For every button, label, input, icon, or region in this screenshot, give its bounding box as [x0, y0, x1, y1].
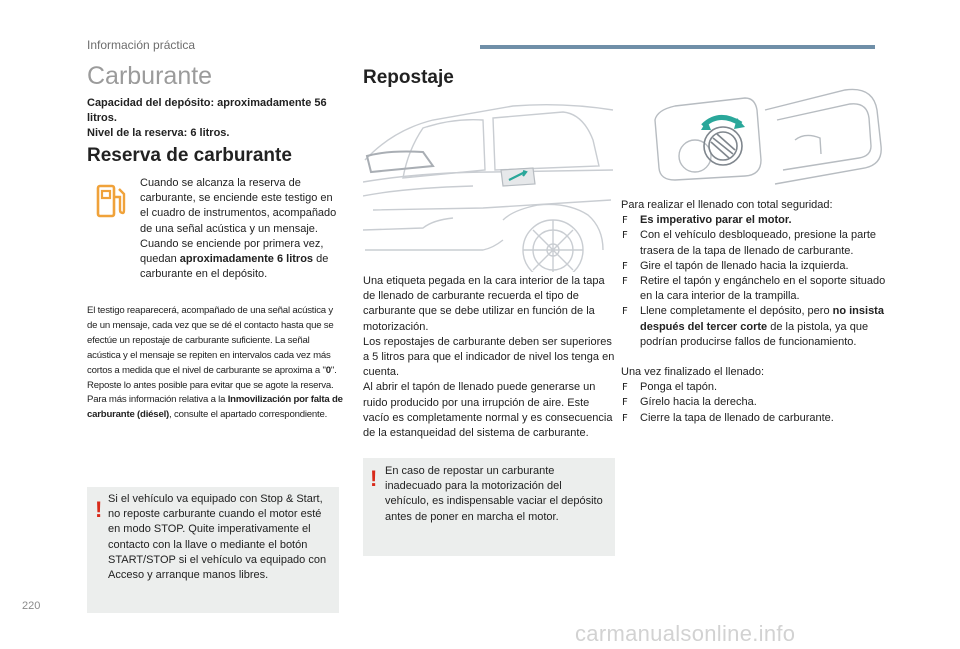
after-filling-intro: Una vez finalizado el llenado: — [621, 366, 765, 379]
after-step: F Ponga el tapón. — [621, 380, 889, 395]
wrong-fuel-warning-text: En caso de repostar un carburante inadecuado para la motorización del vehículo, es indispensable vaciar el depósito antes de poner en marcha el motor. — [385, 465, 603, 523]
fuel-cap-illustration — [645, 80, 885, 190]
capacity-info — [87, 96, 345, 141]
after-step: F Cierre la tapa de llenado de carburante. — [621, 411, 889, 426]
refuel-advice: Reposte lo antes posible para evitar que se agote la reserva. — [87, 379, 334, 391]
section-header: Información práctica — [87, 38, 196, 52]
label-paragraph: Una etiqueta pegada en la cara interior de la tapa de llenado de carburante recuerda el tipo de carburante que se debe utilizar en función de la motorización. — [363, 275, 605, 333]
warning-light-note: El testigo reaparecerá, acompañado de una señal acústica y de un mensaje, cada vez que se dé el contacto hasta que se efectúe un repostaje de carburante suficiente. La señal acústica y el mensaje se repiten en intervalos cada vez más cortos a medida que el nivel de carburante se aproxima a "0". — [87, 305, 337, 376]
minimum-quantity-paragraph: Los repostajes de carburante deben ser superiores a 5 litros para que el indicador de nivel los tenga en cuenta. — [363, 335, 615, 379]
watermark: carmanualsonline.info — [575, 621, 796, 646]
reserve-details — [87, 304, 343, 423]
procedure-step: F Llene completamente el depósito, pero no insista después del tercer corte de la pistola, ya que podrían producirse fallos de funcionamiento. — [621, 304, 889, 350]
after-step: F Gírelo hacia la derecha. — [621, 395, 889, 410]
exclamation-icon: ! — [95, 497, 103, 522]
refuelling-paragraphs — [363, 274, 615, 441]
procedure-intro: Para realizar el llenado con total seguridad: — [621, 199, 833, 211]
reserve-heading: Reserva de carburante — [87, 145, 292, 166]
stop-start-warning-text: Si el vehículo va equipado con Stop & Start, no reposte carburante cuando el motor esté en modo STOP. Quite imperativamente el contacto con la llave o mediante el botón START/STOP si el vehículo va equipado con Acceso y arranque manos libres. — [108, 493, 327, 582]
reserve-level-line: Nivel de la reserva: 6 litros. — [87, 127, 230, 139]
procedure-step: F Es imperativo parar el motor. — [621, 213, 889, 228]
procedure-step: F Retire el tapón y engánchelo en el soporte situado en la cara interior de la trampilla. — [621, 274, 889, 304]
reserve-paragraph: Cuando se alcanza la reserva de carburante, se enciende este testigo en el cuadro de instrumentos, acompañado de una señal acústica y un mensaje. Cuando se enciende por primera vez, quedan aproximadamente 6 litros de carburante en el depósito. — [140, 177, 337, 281]
header-bar — [480, 45, 875, 49]
exclamation-icon: ! — [370, 466, 378, 491]
fuel-pump-icon — [96, 183, 126, 219]
capacity-line: Capacidad del depósito: aproximadamente 56 litros. — [87, 97, 327, 124]
procedure-step: F Con el vehículo desbloqueado, presione la parte trasera de la tapa de llenado de carburante. — [621, 228, 889, 258]
page-number: 220 — [22, 600, 41, 612]
car-rear-illustration — [363, 100, 616, 272]
procedure-step: F Gire el tapón de llenado hacia la izquierda. — [621, 259, 889, 274]
air-noise-paragraph: Al abrir el tapón de llenado puede generarse un ruido producido por una irrupción de aire. Este vacío es completamente normal y es consecuencia de la estanqueidad del sistema de carburante. — [363, 381, 613, 440]
immobilisation-note: Para más información relativa a la Inmovilización por falta de carburante (diésel), consulte el apartado correspondiente. — [87, 394, 343, 421]
refuelling-heading: Repostaje — [363, 67, 454, 88]
spacer — [621, 350, 889, 365]
refuelling-procedure — [621, 198, 889, 426]
page-title: Carburante — [87, 62, 213, 90]
